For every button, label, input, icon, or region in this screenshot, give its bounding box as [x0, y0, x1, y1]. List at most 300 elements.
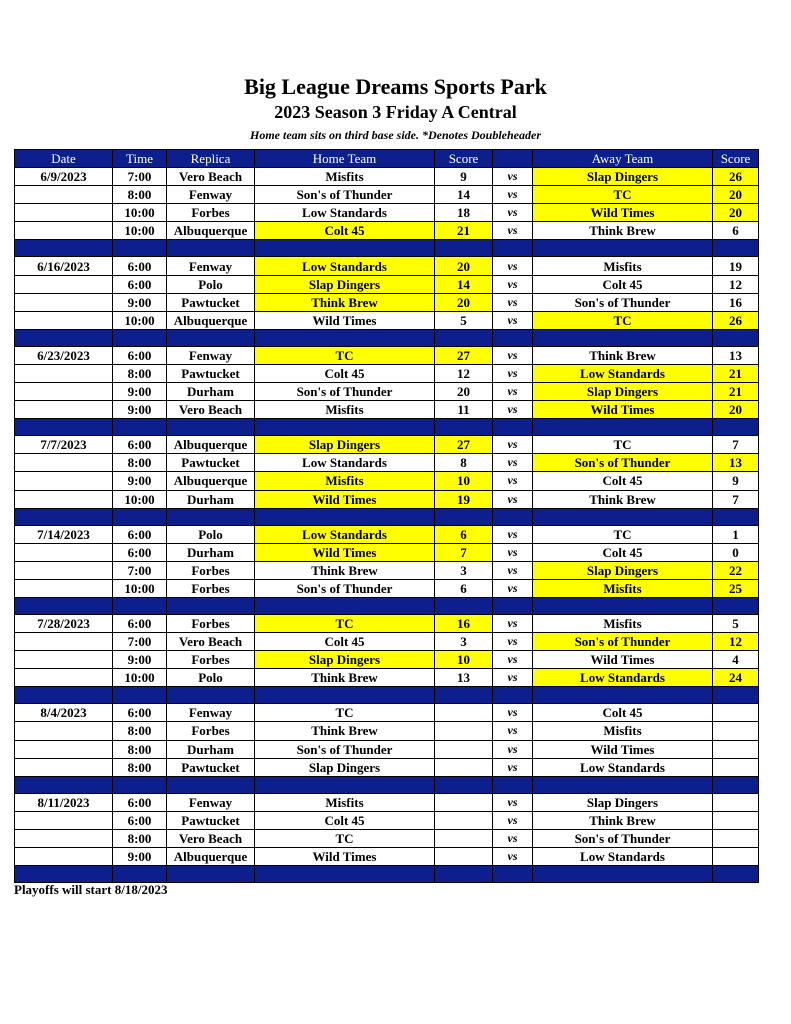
game-date: [15, 543, 113, 561]
separator-cell: [255, 776, 435, 793]
separator-cell: [255, 419, 435, 436]
home-score: 14: [435, 186, 493, 204]
separator-cell: [255, 240, 435, 257]
away-team: Think Brew: [533, 490, 713, 508]
game-field: Pawtucket: [167, 454, 255, 472]
vs-label: vs: [493, 633, 533, 651]
page-title: Big League Dreams Sports Park: [244, 74, 547, 99]
separator-cell: [167, 866, 255, 883]
home-team: TC: [255, 704, 435, 722]
home-score: 20: [435, 293, 493, 311]
away-team: TC: [533, 311, 713, 329]
col-vs: [493, 150, 533, 168]
home-score: [435, 829, 493, 847]
game-date: [15, 222, 113, 240]
home-score: [435, 811, 493, 829]
separator-cell: [113, 597, 167, 614]
home-team: Slap Dingers: [255, 758, 435, 776]
home-team: Slap Dingers: [255, 436, 435, 454]
schedule-table: [14, 149, 759, 883]
away-score: 13: [713, 454, 759, 472]
home-team: Son's of Thunder: [255, 740, 435, 758]
away-team: Wild Times: [533, 651, 713, 669]
game-time: 8:00: [113, 364, 167, 382]
game-field: Albuquerque: [167, 436, 255, 454]
separator-cell: [533, 240, 713, 257]
away-team: Low Standards: [533, 364, 713, 382]
away-score: [713, 722, 759, 740]
separator-cell: [435, 329, 493, 346]
home-team: Wild Times: [255, 311, 435, 329]
game-time: 7:00: [113, 633, 167, 651]
vs-label: vs: [493, 472, 533, 490]
col-home-team: Home Team: [255, 150, 435, 168]
game-date: 8/11/2023: [15, 793, 113, 811]
game-date: 6/16/2023: [15, 257, 113, 275]
separator-cell: [533, 597, 713, 614]
game-time: 6:00: [113, 346, 167, 364]
game-time: 8:00: [113, 740, 167, 758]
game-field: Fenway: [167, 257, 255, 275]
vs-label: vs: [493, 829, 533, 847]
home-score: [435, 740, 493, 758]
away-score: 13: [713, 346, 759, 364]
away-score: 26: [713, 311, 759, 329]
game-row: [15, 364, 759, 382]
vs-label: vs: [493, 490, 533, 508]
game-row: [15, 186, 759, 204]
away-team: TC: [533, 186, 713, 204]
game-row: [15, 811, 759, 829]
game-time: 8:00: [113, 454, 167, 472]
separator-cell: [533, 866, 713, 883]
game-field: Forbes: [167, 614, 255, 632]
separator-cell: [493, 687, 533, 704]
separator-cell: [15, 419, 113, 436]
away-score: 5: [713, 614, 759, 632]
game-row: [15, 257, 759, 275]
week-separator: [15, 866, 759, 883]
home-team: Low Standards: [255, 204, 435, 222]
separator-cell: [435, 240, 493, 257]
separator-cell: [255, 508, 435, 525]
away-team: Low Standards: [533, 848, 713, 866]
game-field: Forbes: [167, 722, 255, 740]
away-team: Slap Dingers: [533, 168, 713, 186]
vs-label: vs: [493, 740, 533, 758]
game-row: [15, 490, 759, 508]
away-team: Misfits: [533, 579, 713, 597]
game-date: [15, 722, 113, 740]
separator-cell: [713, 419, 759, 436]
game-row: [15, 293, 759, 311]
home-team: Low Standards: [255, 525, 435, 543]
game-date: 7/28/2023: [15, 614, 113, 632]
separator-cell: [15, 687, 113, 704]
separator-cell: [713, 508, 759, 525]
home-team: Son's of Thunder: [255, 383, 435, 401]
home-team: Think Brew: [255, 669, 435, 687]
separator-cell: [167, 597, 255, 614]
separator-cell: [713, 866, 759, 883]
game-field: Vero Beach: [167, 633, 255, 651]
game-row: [15, 401, 759, 419]
game-field: Albuquerque: [167, 222, 255, 240]
away-score: 22: [713, 561, 759, 579]
col-away-score: Score: [713, 150, 759, 168]
separator-cell: [15, 240, 113, 257]
game-row: [15, 579, 759, 597]
game-date: [15, 401, 113, 419]
home-score: 13: [435, 669, 493, 687]
game-field: Albuquerque: [167, 311, 255, 329]
home-score: 12: [435, 364, 493, 382]
away-score: 16: [713, 293, 759, 311]
game-row: [15, 704, 759, 722]
home-score: 6: [435, 525, 493, 543]
game-time: 10:00: [113, 204, 167, 222]
separator-cell: [713, 687, 759, 704]
game-row: [15, 454, 759, 472]
week-separator: [15, 508, 759, 525]
away-team: Son's of Thunder: [533, 293, 713, 311]
game-row: [15, 346, 759, 364]
game-field: Pawtucket: [167, 811, 255, 829]
game-field: Durham: [167, 490, 255, 508]
game-row: [15, 383, 759, 401]
game-time: 6:00: [113, 436, 167, 454]
game-date: [15, 275, 113, 293]
game-row: [15, 651, 759, 669]
game-row: [15, 222, 759, 240]
home-team: Slap Dingers: [255, 651, 435, 669]
game-row: [15, 472, 759, 490]
week-separator: [15, 240, 759, 257]
home-team: Son's of Thunder: [255, 579, 435, 597]
separator-cell: [113, 329, 167, 346]
home-score: 3: [435, 561, 493, 579]
week-separator: [15, 597, 759, 614]
away-score: 4: [713, 651, 759, 669]
away-score: 7: [713, 490, 759, 508]
game-date: [15, 848, 113, 866]
separator-cell: [255, 687, 435, 704]
away-team: Son's of Thunder: [533, 454, 713, 472]
week-separator: [15, 419, 759, 436]
game-date: 7/7/2023: [15, 436, 113, 454]
game-time: 10:00: [113, 490, 167, 508]
game-date: [15, 186, 113, 204]
separator-cell: [113, 240, 167, 257]
col-date: Date: [15, 150, 113, 168]
separator-cell: [15, 508, 113, 525]
game-row: [15, 722, 759, 740]
away-score: 1: [713, 525, 759, 543]
game-date: [15, 811, 113, 829]
game-field: Polo: [167, 275, 255, 293]
vs-label: vs: [493, 346, 533, 364]
home-team: TC: [255, 614, 435, 632]
separator-cell: [15, 866, 113, 883]
game-row: [15, 758, 759, 776]
away-team: Colt 45: [533, 275, 713, 293]
home-score: [435, 793, 493, 811]
playoffs-note: Playoffs will start 8/18/2023: [14, 882, 168, 897]
game-time: 6:00: [113, 811, 167, 829]
away-score: 20: [713, 401, 759, 419]
vs-label: vs: [493, 311, 533, 329]
game-field: Forbes: [167, 561, 255, 579]
col-home-score: Score: [435, 150, 493, 168]
game-time: 9:00: [113, 401, 167, 419]
separator-cell: [493, 419, 533, 436]
game-field: Albuquerque: [167, 848, 255, 866]
game-row: [15, 669, 759, 687]
game-field: Pawtucket: [167, 758, 255, 776]
game-row: [15, 525, 759, 543]
home-score: 8: [435, 454, 493, 472]
separator-cell: [713, 329, 759, 346]
away-team: Low Standards: [533, 758, 713, 776]
away-score: 9: [713, 472, 759, 490]
page-note: Home team sits on third base side. *Denotes Doubleheader: [250, 128, 541, 142]
home-score: [435, 722, 493, 740]
separator-cell: [713, 776, 759, 793]
game-time: 6:00: [113, 793, 167, 811]
home-score: 10: [435, 651, 493, 669]
separator-cell: [533, 776, 713, 793]
home-score: 19: [435, 490, 493, 508]
game-time: 7:00: [113, 168, 167, 186]
away-score: 20: [713, 204, 759, 222]
vs-label: vs: [493, 811, 533, 829]
away-score: [713, 758, 759, 776]
week-separator: [15, 776, 759, 793]
game-time: 8:00: [113, 758, 167, 776]
away-team: Slap Dingers: [533, 793, 713, 811]
game-date: [15, 740, 113, 758]
game-field: Vero Beach: [167, 401, 255, 419]
vs-label: vs: [493, 722, 533, 740]
game-row: [15, 436, 759, 454]
separator-cell: [167, 329, 255, 346]
separator-cell: [167, 240, 255, 257]
separator-cell: [435, 687, 493, 704]
game-time: 10:00: [113, 222, 167, 240]
game-date: [15, 490, 113, 508]
game-field: Polo: [167, 525, 255, 543]
home-score: 21: [435, 222, 493, 240]
game-field: Pawtucket: [167, 293, 255, 311]
home-score: [435, 704, 493, 722]
game-row: [15, 204, 759, 222]
away-team: Think Brew: [533, 222, 713, 240]
away-score: [713, 740, 759, 758]
game-row: [15, 275, 759, 293]
home-score: 10: [435, 472, 493, 490]
away-team: Colt 45: [533, 472, 713, 490]
away-score: [713, 829, 759, 847]
separator-cell: [713, 597, 759, 614]
vs-label: vs: [493, 383, 533, 401]
separator-cell: [493, 776, 533, 793]
vs-label: vs: [493, 186, 533, 204]
away-team: Wild Times: [533, 740, 713, 758]
away-team: Think Brew: [533, 346, 713, 364]
game-time: 9:00: [113, 383, 167, 401]
game-date: [15, 829, 113, 847]
game-time: 8:00: [113, 186, 167, 204]
away-score: [713, 848, 759, 866]
game-row: [15, 829, 759, 847]
separator-cell: [533, 687, 713, 704]
away-team: Son's of Thunder: [533, 829, 713, 847]
separator-cell: [493, 866, 533, 883]
away-score: 25: [713, 579, 759, 597]
game-field: Fenway: [167, 793, 255, 811]
home-score: 7: [435, 543, 493, 561]
vs-label: vs: [493, 579, 533, 597]
game-time: 9:00: [113, 472, 167, 490]
game-date: [15, 758, 113, 776]
game-date: [15, 579, 113, 597]
game-date: [15, 633, 113, 651]
separator-cell: [113, 508, 167, 525]
game-time: 10:00: [113, 669, 167, 687]
separator-cell: [493, 240, 533, 257]
away-score: [713, 793, 759, 811]
game-date: [15, 293, 113, 311]
game-time: 6:00: [113, 614, 167, 632]
col-replica: Replica: [167, 150, 255, 168]
game-row: [15, 793, 759, 811]
game-row: [15, 848, 759, 866]
vs-label: vs: [493, 614, 533, 632]
away-team: Wild Times: [533, 401, 713, 419]
separator-cell: [167, 508, 255, 525]
game-date: [15, 204, 113, 222]
separator-cell: [113, 776, 167, 793]
game-time: 7:00: [113, 561, 167, 579]
home-score: 27: [435, 346, 493, 364]
game-field: Pawtucket: [167, 364, 255, 382]
away-team: Misfits: [533, 257, 713, 275]
game-date: [15, 364, 113, 382]
away-score: 20: [713, 186, 759, 204]
away-team: Son's of Thunder: [533, 633, 713, 651]
game-row: [15, 740, 759, 758]
away-team: Colt 45: [533, 704, 713, 722]
separator-cell: [255, 866, 435, 883]
home-score: 20: [435, 383, 493, 401]
separator-cell: [435, 776, 493, 793]
home-score: [435, 758, 493, 776]
home-team: Think Brew: [255, 561, 435, 579]
home-team: Low Standards: [255, 257, 435, 275]
home-score: 18: [435, 204, 493, 222]
separator-cell: [533, 329, 713, 346]
away-team: Slap Dingers: [533, 383, 713, 401]
header-row: [15, 150, 759, 168]
game-date: [15, 311, 113, 329]
vs-label: vs: [493, 257, 533, 275]
game-date: [15, 472, 113, 490]
home-team: Wild Times: [255, 490, 435, 508]
home-team: TC: [255, 346, 435, 364]
vs-label: vs: [493, 454, 533, 472]
separator-cell: [113, 866, 167, 883]
away-team: TC: [533, 436, 713, 454]
game-field: Vero Beach: [167, 168, 255, 186]
separator-cell: [167, 776, 255, 793]
home-team: Wild Times: [255, 543, 435, 561]
home-score: [435, 848, 493, 866]
home-score: 27: [435, 436, 493, 454]
separator-cell: [255, 329, 435, 346]
vs-label: vs: [493, 651, 533, 669]
vs-label: vs: [493, 222, 533, 240]
vs-label: vs: [493, 364, 533, 382]
home-team: Misfits: [255, 401, 435, 419]
away-score: 6: [713, 222, 759, 240]
home-score: 16: [435, 614, 493, 632]
game-row: [15, 561, 759, 579]
page-subtitle: 2023 Season 3 Friday A Central: [274, 102, 517, 122]
game-date: [15, 561, 113, 579]
game-time: 9:00: [113, 651, 167, 669]
away-team: Think Brew: [533, 811, 713, 829]
game-time: 8:00: [113, 829, 167, 847]
game-field: Durham: [167, 740, 255, 758]
home-team: Colt 45: [255, 811, 435, 829]
game-field: Albuquerque: [167, 472, 255, 490]
away-score: 26: [713, 168, 759, 186]
separator-cell: [493, 329, 533, 346]
game-field: Fenway: [167, 346, 255, 364]
home-team: TC: [255, 829, 435, 847]
vs-label: vs: [493, 401, 533, 419]
game-date: [15, 383, 113, 401]
vs-label: vs: [493, 561, 533, 579]
separator-cell: [533, 508, 713, 525]
away-team: Colt 45: [533, 543, 713, 561]
away-team: Low Standards: [533, 669, 713, 687]
home-score: 5: [435, 311, 493, 329]
game-date: 7/14/2023: [15, 525, 113, 543]
vs-label: vs: [493, 525, 533, 543]
separator-cell: [15, 597, 113, 614]
away-score: 19: [713, 257, 759, 275]
game-row: [15, 614, 759, 632]
game-field: Vero Beach: [167, 829, 255, 847]
away-score: 12: [713, 633, 759, 651]
away-score: 0: [713, 543, 759, 561]
separator-cell: [713, 240, 759, 257]
game-time: 10:00: [113, 311, 167, 329]
game-time: 6:00: [113, 275, 167, 293]
vs-label: vs: [493, 704, 533, 722]
away-score: 21: [713, 383, 759, 401]
home-team: Colt 45: [255, 633, 435, 651]
home-team: Misfits: [255, 793, 435, 811]
away-team: Misfits: [533, 722, 713, 740]
away-score: 21: [713, 364, 759, 382]
game-field: Forbes: [167, 579, 255, 597]
game-date: 6/9/2023: [15, 168, 113, 186]
home-score: 11: [435, 401, 493, 419]
vs-label: vs: [493, 275, 533, 293]
game-field: Fenway: [167, 704, 255, 722]
